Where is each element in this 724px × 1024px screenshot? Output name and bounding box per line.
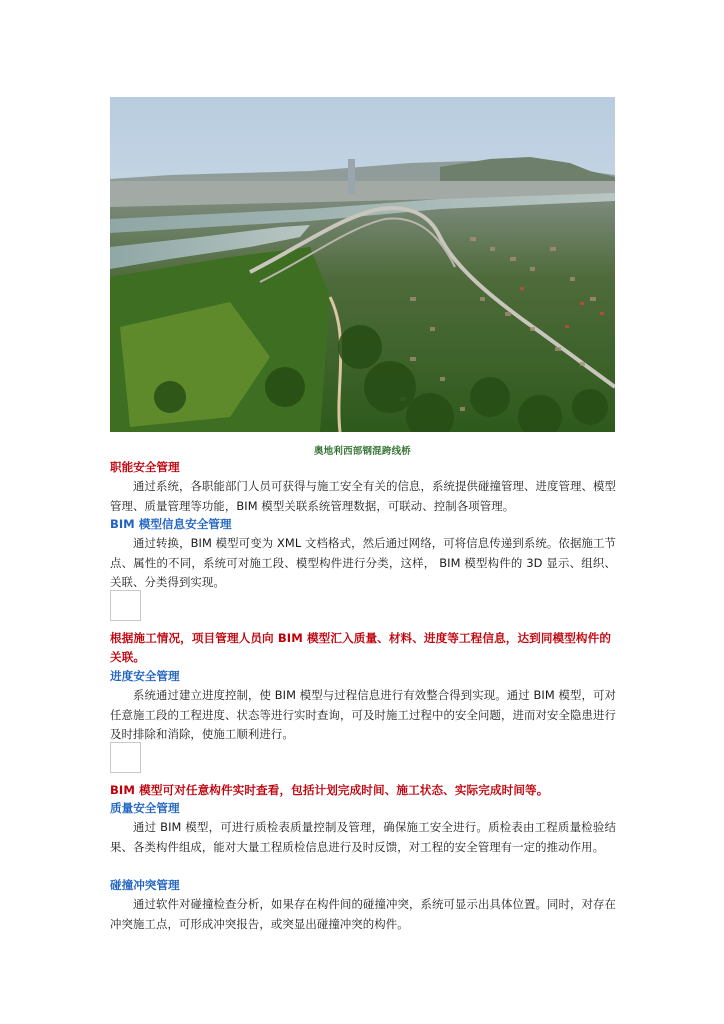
section-heading-quality-safety: 质量安全管理	[110, 801, 180, 815]
section-body-bim-info-safety: 通过转换，BIM 模型可变为 XML 文档格式，然后通过网络，可将信息传递到系统。依据施工节点、属性的不同，系统可对施工段、模型构件进行分类，这样， BIM 模型构件的 3D 显示、组织、关联、分类得到实现。	[110, 536, 616, 589]
section-body-schedule-safety: 系统通过建立进度控制，使 BIM 模型与过程信息进行有效整合得到实现。通过 BIM 模型，可对任意施工段的工程进度、状态等进行实时查询，可及时施工过程中的安全问题，进而对安全隐患进行及时排除和消除，使施工顺利进行。	[110, 688, 616, 741]
image-placeholder	[110, 742, 141, 773]
section-heading-functional-safety: 职能安全管理	[110, 460, 180, 474]
section-body-functional-safety: 通过系统，各职能部门人员可获得与施工安全有关的信息，系统提供碰撞管理、进度管理、模型管理、质量管理等功能，BIM 模型关联系统管理数据，可联动、控制各项管理。	[110, 479, 616, 513]
aerial-photo-bridge	[110, 97, 615, 432]
aerial-photo-illustration	[110, 97, 615, 432]
section-body-clash-management: 通过软件对碰撞检查分析，如果存在构件间的碰撞冲突，系统可显示出具体位置。同时，对存在冲突施工点，可形成冲突报告，或突显出碰撞冲突的构件。	[110, 897, 616, 931]
image-placeholder	[110, 590, 141, 621]
highlight-note-model-association: 根据施工情况，项目管理人员向 BIM 模型汇入质量、材料、进度等工程信息，达到同模型构件的关联。	[110, 631, 612, 664]
section-heading-clash-management: 碰撞冲突管理	[110, 878, 180, 892]
figure-caption: 奥地利西部钢混跨线桥	[313, 446, 411, 457]
section-heading-schedule-safety: 进度安全管理	[110, 669, 180, 683]
highlight-note-realtime-view: BIM 模型可对任意构件实时查看，包括计划完成时间、施工状态、实际完成时间等。	[110, 783, 549, 797]
section-heading-bim-info-safety: BIM 模型信息安全管理	[110, 517, 232, 531]
section-body-quality-safety: 通过 BIM 模型，可进行质检表质量控制及管理，确保施工安全进行。质检表由工程质量检验结果、各类构件组成，能对大量工程质检信息进行及时反馈，对工程的安全管理有一定的推动作用。	[110, 820, 616, 854]
